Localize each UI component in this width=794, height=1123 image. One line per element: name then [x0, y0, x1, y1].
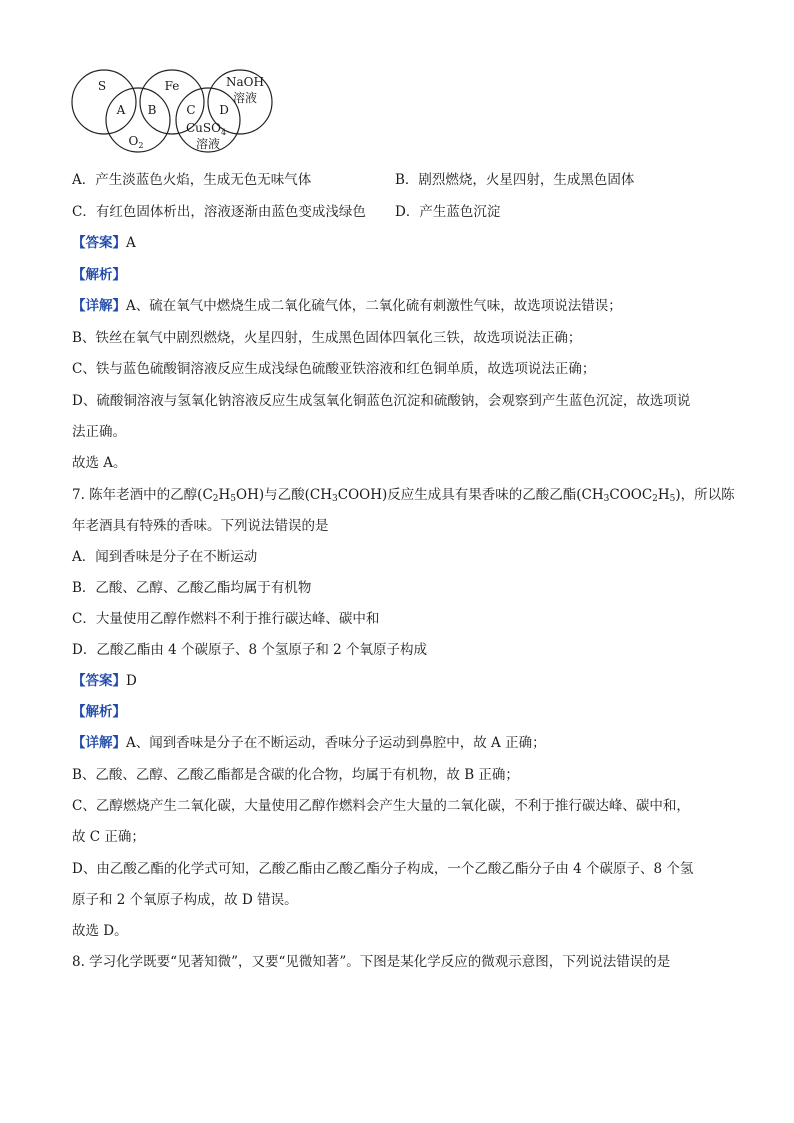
q8-stem: 8. 学习化学既要“见著知微”，又要“见微知著”。下图是某化学反应的微观示意图，下列说法错误的是	[72, 954, 671, 970]
detail-tag: 【详解】	[72, 298, 126, 314]
stem-text: OH)与乙酸(CH	[236, 487, 333, 503]
detail-text: A、闻到香味是分子在不断运动，香味分子运动到鼻腔中，故 A 正确；	[126, 735, 546, 751]
reaction-circles-diagram	[68, 66, 278, 158]
stem-text: H	[218, 487, 231, 503]
q7-option-d: D．乙酸乙酯由 4 个碳原子、8 个氢原子和 2 个氧原子构成	[72, 642, 428, 658]
q6-answer	[72, 233, 136, 253]
q6-conclusion: 故选 A。	[72, 455, 127, 471]
label-naoh-solution: 溶液	[232, 91, 258, 105]
label-fe: Fe	[164, 79, 180, 93]
label-cuso4-solution: 溶液	[195, 137, 221, 151]
q6-detail-c: C、铁与蓝色硫酸铜溶液反应生成浅绿色硫酸亚铁溶液和红色铜单质，故选项说法正确；	[72, 361, 596, 377]
analysis-tag: 【解析】	[72, 267, 126, 283]
label-cuso4: CuSO$_4$	[185, 121, 227, 137]
stem-text: 7. 陈年老酒中的乙醇(C	[72, 487, 213, 503]
detail-tag: 【详解】	[72, 735, 126, 751]
stem-text: COOC	[609, 487, 653, 503]
label-c: C	[186, 103, 196, 117]
q7-detail-d-line1: D、由乙酸乙酯的化学式可知，乙酸乙酯由乙酸乙酯分子构成，一个乙酸乙酯分子由 4 个碳原子、8 个氢	[72, 861, 694, 877]
q7-option-a: A．闻到香味是分子在不断运动	[72, 549, 258, 565]
subscript: 2	[212, 494, 219, 504]
answer-value: A	[126, 235, 136, 251]
label-s: S	[97, 79, 107, 93]
label-a: A	[116, 103, 126, 117]
q6-option-b: B．剧烈燃烧，火星四射，生成黑色固体	[395, 172, 635, 188]
label-naoh: NaOH	[226, 75, 264, 89]
q6-detail-a	[72, 296, 622, 316]
q7-stem-line1	[72, 485, 735, 509]
q6-detail-d-line2: 法正确。	[72, 424, 126, 440]
q6-analysis-tag	[72, 265, 126, 285]
analysis-tag: 【解析】	[72, 704, 126, 720]
answer-tag: 【答案】	[72, 673, 126, 689]
label-d: D	[219, 103, 229, 117]
q7-detail-c-line2: 故 C 正确；	[72, 829, 145, 845]
q7-detail-c-line1: C、乙醇燃烧产生二氧化碳，大量使用乙醇作燃料会产生大量的二氧化碳，不利于推行碳达峰、碳中和，	[72, 798, 690, 814]
stem-text: COOH)反应生成具有果香味的乙酸乙酯(CH	[337, 487, 604, 503]
subscript: 5	[230, 494, 237, 504]
stem-text: )，所以陈	[675, 487, 735, 503]
answer-value: D	[126, 673, 137, 689]
subscript: 3	[332, 494, 338, 504]
q6-option-d: D．产生蓝色沉淀	[395, 204, 501, 220]
q7-detail-b: B、乙酸、乙醇、乙酸乙酯都是含碳的化合物，均属于有机物，故 B 正确；	[72, 767, 519, 783]
q7-option-b: B．乙酸、乙醇、乙酸乙酯均属于有机物	[72, 580, 312, 596]
q6-option-a: A．产生淡蓝色火焰，生成无色无味气体	[72, 172, 312, 188]
detail-text: A、硫在氧气中燃烧生成二氧化硫气体，二氧化硫有刺激性气味，故选项说法错误；	[126, 298, 622, 314]
stem-text: H	[657, 487, 670, 503]
q7-analysis-tag	[72, 702, 126, 722]
subscript: 2	[652, 494, 658, 504]
answer-tag: 【答案】	[72, 235, 126, 251]
q7-stem-line2: 年老酒具有特殊的香味。下列说法错误的是	[72, 518, 329, 534]
q7-conclusion: 故选 D。	[72, 923, 128, 939]
q6-detail-d-line1: D、硫酸铜溶液与氢氧化钠溶液反应生成氢氧化铜蓝色沉淀和硫酸钠，会观察到产生蓝色沉淀，故选项说	[72, 393, 691, 409]
label-b: B	[147, 103, 157, 117]
q7-detail-a	[72, 733, 546, 753]
subscript: 5	[669, 494, 676, 504]
q7-answer	[72, 671, 137, 691]
subscript: 3	[603, 494, 610, 504]
q6-option-c: C．有红色固体析出，溶液逐渐由蓝色变成浅绿色	[72, 204, 366, 220]
label-o2: $O_2$	[128, 134, 144, 150]
q6-detail-b: B、铁丝在氧气中剧烈燃烧，火星四射，生成黑色固体四氧化三铁，故选项说法正确；	[72, 330, 582, 346]
q7-detail-d-line2: 原子和 2 个氧原子构成，故 D 错误。	[72, 892, 298, 908]
q7-option-c: C．大量使用乙醇作燃料不利于推行碳达峰、碳中和	[72, 611, 380, 627]
